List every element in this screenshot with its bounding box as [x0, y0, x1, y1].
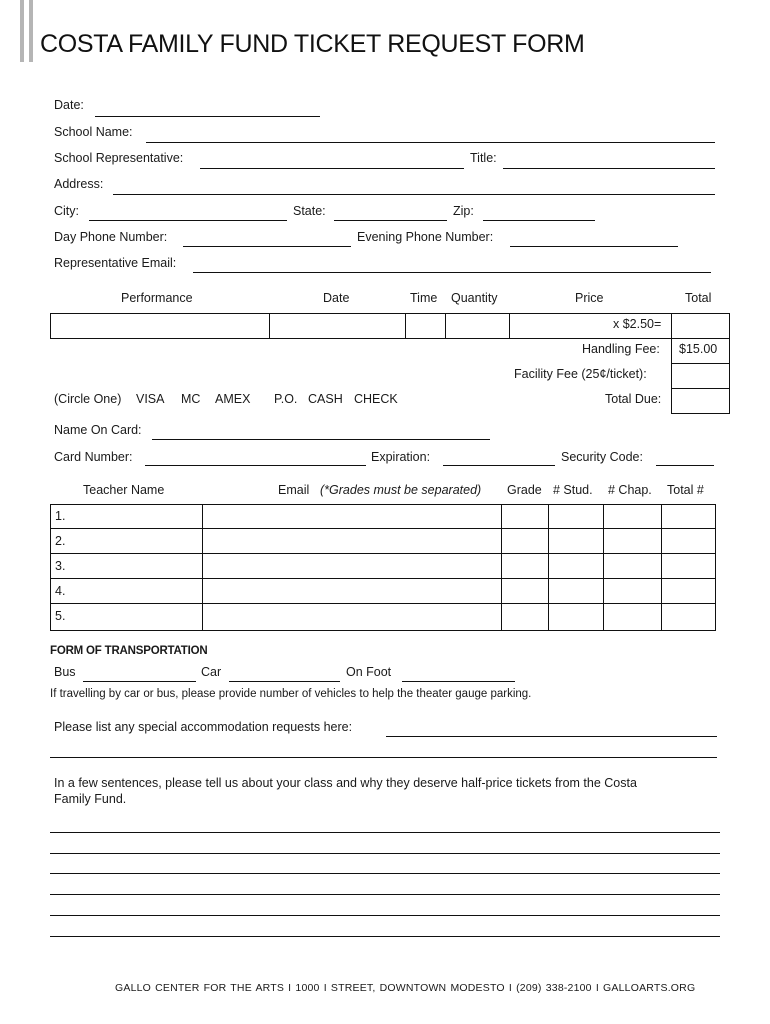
ticket-price-text: x $2.50=: [613, 317, 662, 331]
title-accent-bar-1: [20, 0, 24, 62]
teacher-col-divider-grade: [501, 504, 502, 631]
circle-one-label: (Circle One): [54, 392, 122, 406]
payment-option-amex[interactable]: AMEX: [215, 392, 251, 406]
teacher-row-divider: [50, 528, 716, 529]
teacher-col-students: # Stud.: [553, 483, 593, 497]
teacher-row-number: 3.: [55, 559, 66, 573]
essay-line[interactable]: [50, 853, 720, 854]
handling-fee-label: Handling Fee:: [582, 342, 660, 356]
essay-line[interactable]: [50, 894, 720, 895]
ticket-performance-cell[interactable]: [50, 313, 269, 339]
accommodation-prompt: Please list any special accommodation requests here:: [54, 720, 353, 734]
ticket-date-cell[interactable]: [269, 313, 405, 339]
teacher-col-email: Email: [278, 483, 310, 497]
evening-phone-field[interactable]: [510, 246, 678, 247]
day-phone-label: Day Phone Number:: [54, 230, 168, 244]
school-name-label: School Name:: [54, 125, 133, 139]
title-label: Title:: [470, 151, 497, 165]
payment-option-po[interactable]: P.O.: [274, 392, 298, 406]
essay-line[interactable]: [50, 873, 720, 874]
col-header-date: Date: [323, 291, 350, 305]
total-due-label: Total Due:: [605, 392, 662, 406]
essay-prompt-line-2: Family Fund.: [54, 792, 127, 806]
teacher-row-number: 5.: [55, 609, 66, 623]
col-header-total: Total: [685, 291, 712, 305]
address-label: Address:: [54, 177, 104, 191]
address-field[interactable]: [113, 194, 715, 195]
facility-fee-label: Facility Fee (25¢/ticket):: [514, 367, 647, 381]
rep-email-field[interactable]: [193, 272, 711, 273]
payment-option-mc[interactable]: MC: [181, 392, 201, 406]
title-field[interactable]: [503, 168, 715, 169]
date-field[interactable]: [95, 116, 320, 117]
teacher-col-chaperones: # Chap.: [608, 483, 652, 497]
payment-option-check[interactable]: CHECK: [354, 392, 398, 406]
teacher-col-total: Total #: [667, 483, 704, 497]
state-field[interactable]: [334, 220, 447, 221]
footer-text: GALLO CENTER FOR THE ARTS I 1000 I STREET, DOWNTOWN MODESTO I (209) 338-2100 I GALLOARTS.ORG: [115, 982, 696, 994]
teacher-row-number: 2.: [55, 534, 66, 548]
day-phone-field[interactable]: [183, 246, 351, 247]
card-number-label: Card Number:: [54, 450, 133, 464]
teacher-table: [50, 504, 716, 631]
handling-fee-value: $15.00: [679, 342, 718, 356]
ticket-time-cell[interactable]: [405, 313, 445, 339]
col-header-quantity: Quantity: [451, 291, 498, 305]
ticket-quantity-cell[interactable]: [445, 313, 509, 339]
city-label: City:: [54, 204, 79, 218]
name-on-card-field[interactable]: [152, 439, 490, 440]
car-field[interactable]: [229, 681, 340, 682]
school-rep-field[interactable]: [200, 168, 464, 169]
security-code-field[interactable]: [656, 465, 714, 466]
payment-option-cash[interactable]: CASH: [308, 392, 343, 406]
car-label: Car: [201, 665, 222, 679]
facility-fee-box[interactable]: [671, 363, 730, 389]
accommodation-field[interactable]: [386, 736, 717, 737]
teacher-col-email-note: (*Grades must be separated): [320, 483, 482, 497]
transportation-heading: FORM OF TRANSPORTATION: [50, 645, 208, 657]
teacher-row-divider: [50, 578, 716, 579]
rep-email-label: Representative Email:: [54, 256, 177, 270]
state-label: State:: [293, 204, 326, 218]
security-code-label: Security Code:: [561, 450, 643, 464]
teacher-row-number: 4.: [55, 584, 66, 598]
teacher-col-divider-total: [661, 504, 662, 631]
name-on-card-label: Name On Card:: [54, 423, 142, 437]
zip-field[interactable]: [483, 220, 595, 221]
teacher-col-divider-email: [202, 504, 203, 631]
bus-label: Bus: [54, 665, 76, 679]
teacher-row-divider: [50, 603, 716, 604]
accommodation-field-line-2[interactable]: [50, 757, 717, 758]
essay-line[interactable]: [50, 832, 720, 833]
col-header-performance: Performance: [121, 291, 193, 305]
city-field[interactable]: [89, 220, 287, 221]
page-title: COSTA FAMILY FUND TICKET REQUEST FORM: [40, 30, 585, 58]
title-accent-bar-2: [29, 0, 33, 62]
essay-line[interactable]: [50, 936, 720, 937]
date-label: Date:: [54, 98, 84, 112]
transportation-note: If travelling by car or bus, please provide number of vehicles to help the theater gauge parking.: [50, 688, 532, 700]
total-due-box[interactable]: [671, 388, 730, 414]
teacher-row-number: 1.: [55, 509, 66, 523]
evening-phone-label: Evening Phone Number:: [357, 230, 494, 244]
col-header-time: Time: [410, 291, 438, 305]
teacher-col-divider-students: [548, 504, 549, 631]
teacher-row-divider: [50, 553, 716, 554]
essay-prompt-line-1: In a few sentences, please tell us about your class and why they deserve half-price tickets from the Costa: [54, 776, 637, 790]
school-name-field[interactable]: [146, 142, 715, 143]
zip-label: Zip:: [453, 204, 474, 218]
essay-line[interactable]: [50, 915, 720, 916]
teacher-col-name: Teacher Name: [83, 483, 165, 497]
expiration-field[interactable]: [443, 465, 555, 466]
on-foot-field[interactable]: [402, 681, 515, 682]
bus-field[interactable]: [83, 681, 196, 682]
teacher-col-grade: Grade: [507, 483, 542, 497]
card-number-field[interactable]: [145, 465, 366, 466]
school-rep-label: School Representative:: [54, 151, 184, 165]
teacher-col-divider-chaperones: [603, 504, 604, 631]
payment-option-visa[interactable]: VISA: [136, 392, 165, 406]
ticket-total-cell[interactable]: [671, 313, 730, 339]
expiration-label: Expiration:: [371, 450, 431, 464]
col-header-price: Price: [575, 291, 604, 305]
on-foot-label: On Foot: [346, 665, 392, 679]
